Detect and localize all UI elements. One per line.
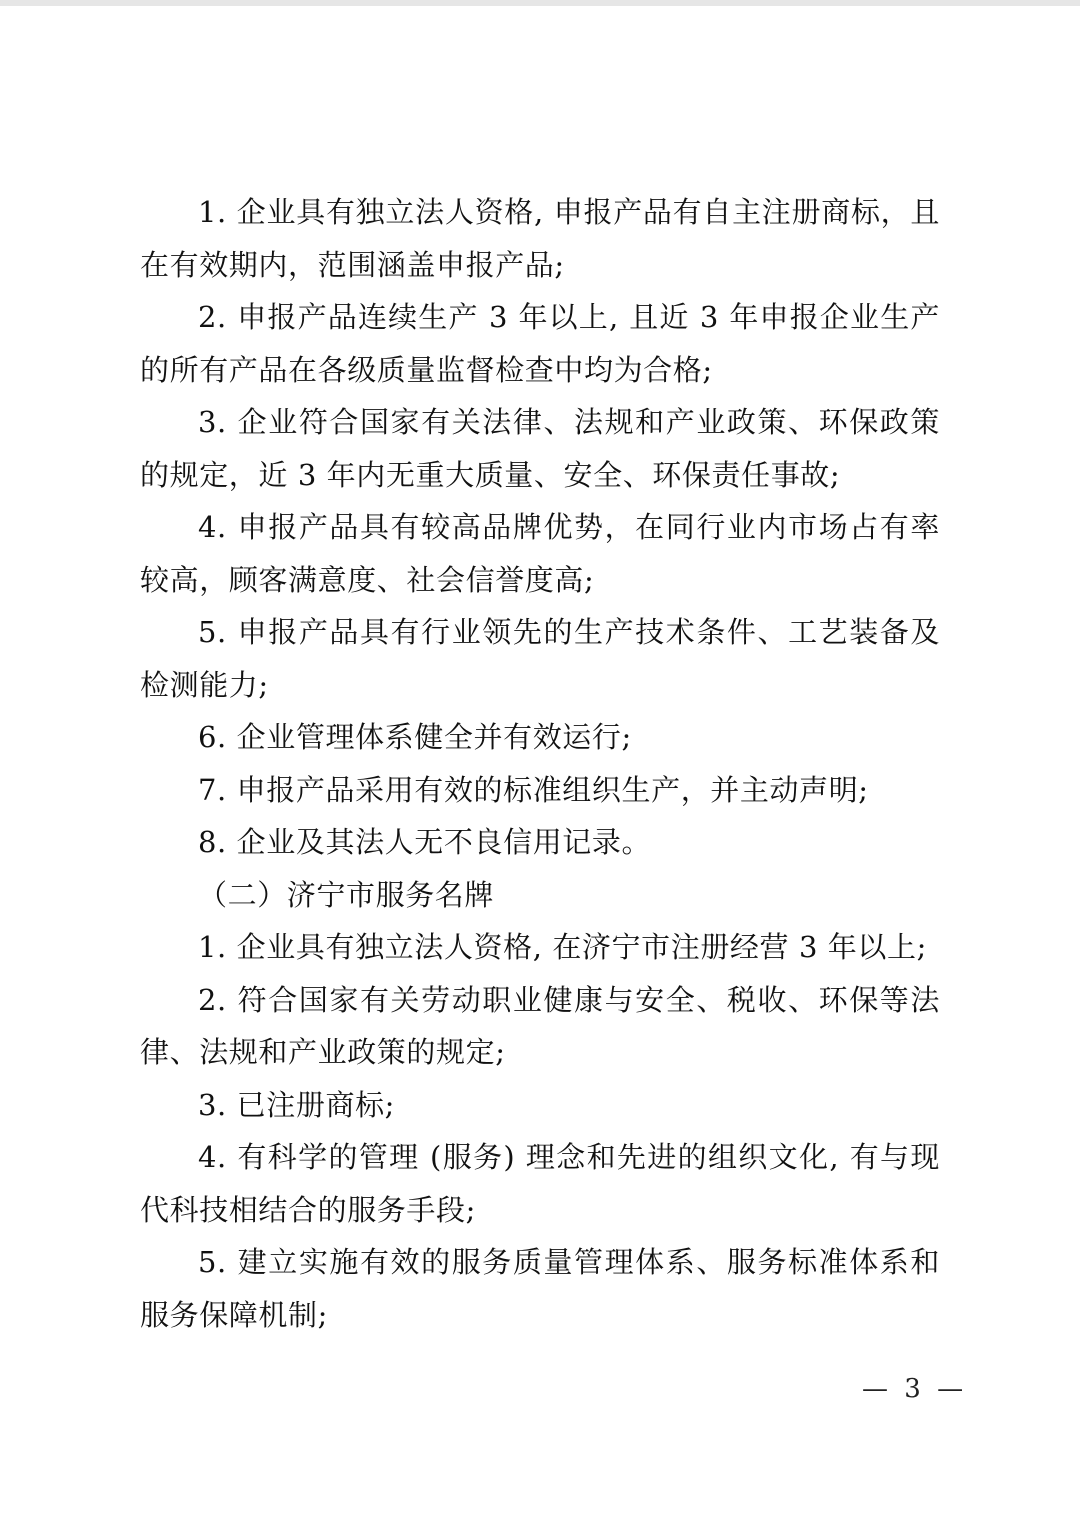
paragraph-product-criterion-7: 7. 申报产品采用有效的标准组织生产，并主动声明; — [198, 772, 869, 807]
paragraph-service-criterion-1: 1. 企业具有独立法人资格, 在济宁市注册经营 3 年以上; — [198, 930, 927, 964]
paragraph-product-criterion-3: 3. 企业符合国家有关法律、法规和产业政策、环保政策的规定，近 3 年内无重大质量、安全、环保责任事故; — [140, 405, 940, 492]
paragraph-product-criterion-6: 6. 企业管理体系健全并有效运行; — [198, 720, 632, 754]
paragraph-service-criterion-5: 5. 建立实施有效的服务质量管理体系、服务标准体系和服务保障机制; — [140, 1245, 940, 1332]
paragraph-product-criterion-4: 4. 申报产品具有较高品牌优势，在同行业内市场占有率较高，顾客满意度、社会信誉度高; — [140, 510, 940, 597]
paragraph-service-criterion-4: 4. 有科学的管理 (服务) 理念和先进的组织文化, 有与现代科技相结合的服务手段; — [140, 1140, 940, 1227]
paragraph-service-criterion-3: 3. 已注册商标; — [198, 1087, 396, 1122]
top-edge-bar — [0, 0, 1080, 6]
section-heading-service-brand: （二）济宁市服务名牌 — [198, 877, 495, 912]
paragraph-product-criterion-8: 8. 企业及其法人无不良信用记录。 — [198, 825, 652, 859]
page-number: — 3 — — [862, 1374, 968, 1404]
paragraph-product-criterion-2: 2. 申报产品连续生产 3 年以上, 且近 3 年申报企业生产的所有产品在各级质量监督检查中均为合格; — [140, 300, 940, 387]
paragraph-product-criterion-1: 1. 企业具有独立法人资格, 申报产品有自主注册商标，且在有效期内，范围涵盖申报产品; — [140, 195, 940, 282]
paragraph-service-criterion-2: 2. 符合国家有关劳动职业健康与安全、税收、环保等法律、法规和产业政策的规定; — [140, 982, 940, 1069]
paragraph-product-criterion-5: 5. 申报产品具有行业领先的生产技术条件、工艺装备及检测能力; — [140, 615, 940, 702]
document-body — [140, 186, 940, 1341]
